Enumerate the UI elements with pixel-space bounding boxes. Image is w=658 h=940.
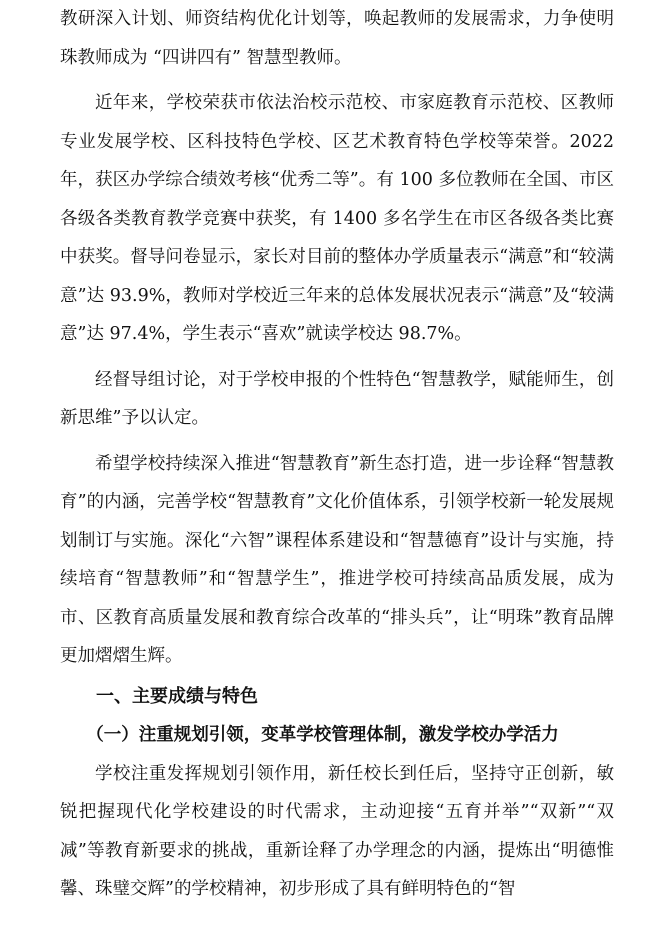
section-heading: 一、主要成绩与特色	[96, 685, 258, 707]
paragraph-feature-recognition: 经督导组讨论，对于学校申报的个性特色“智慧教学，赋能师生，创新思维”予以认定。	[60, 369, 614, 428]
subsection-heading: （一）注重规划引领，变革学校管理体制，激发学校办学活力	[86, 725, 559, 745]
paragraph-achievements: 近年来，学校荣获市依法治校示范校、市家庭教育示范校、区教师专业发展学校、区科技特色学校、区艺术教育特色学校等荣誉。2022年，获区办学综合绩效考核“优秀二等”。有 100 多位教师在全国、市区各级各类教育教学竞赛中获奖，有 1400 多名学生在市区各级各类比赛中获奖。督导问卷显示，家长对目前的整体办学质量表示“满意”和“较满意”达 93.9%，教师对学校近三年来的总体发展状况表示“满意”及“较满意”达 97.4%，学生表示“喜欢”就读学校达 98.7%。	[60, 93, 614, 344]
paragraph-planning: 学校注重发挥规划引领作用，新任校长到任后，坚持守正创新，敏锐把握现代化学校建设的时代需求，主动迎接“五育并举”“双新”“双减”等教育新要求的挑战，重新诠释了办学理念的内涵，提炼出“明德惟馨、珠璧交辉”的学校精神，初步形成了具有鲜明特色的“智	[60, 763, 614, 899]
paragraph-recommendations: 希望学校持续深入推进“智慧教育”新生态打造，进一步诠释“智慧教育”的内涵，完善学校“智慧教育”文化价值体系，引领学校新一轮发展规划制订与实施。深化“六智”课程体系建设和“智慧德育”设计与实施，持续培育“智慧教师”和“智慧学生”，推进学校可持续高品质发展，成为市、区教育高质量发展和教育综合改革的“排头兵”，让“明珠”教育品牌更加熠熠生辉。	[60, 453, 614, 666]
document-body	[60, 0, 614, 909]
paragraph-continuation: 教研深入计划、师资结构优化计划等，唤起教师的发展需求，力争使明珠教师成为 “四讲四有” 智慧型教师。	[60, 9, 614, 68]
